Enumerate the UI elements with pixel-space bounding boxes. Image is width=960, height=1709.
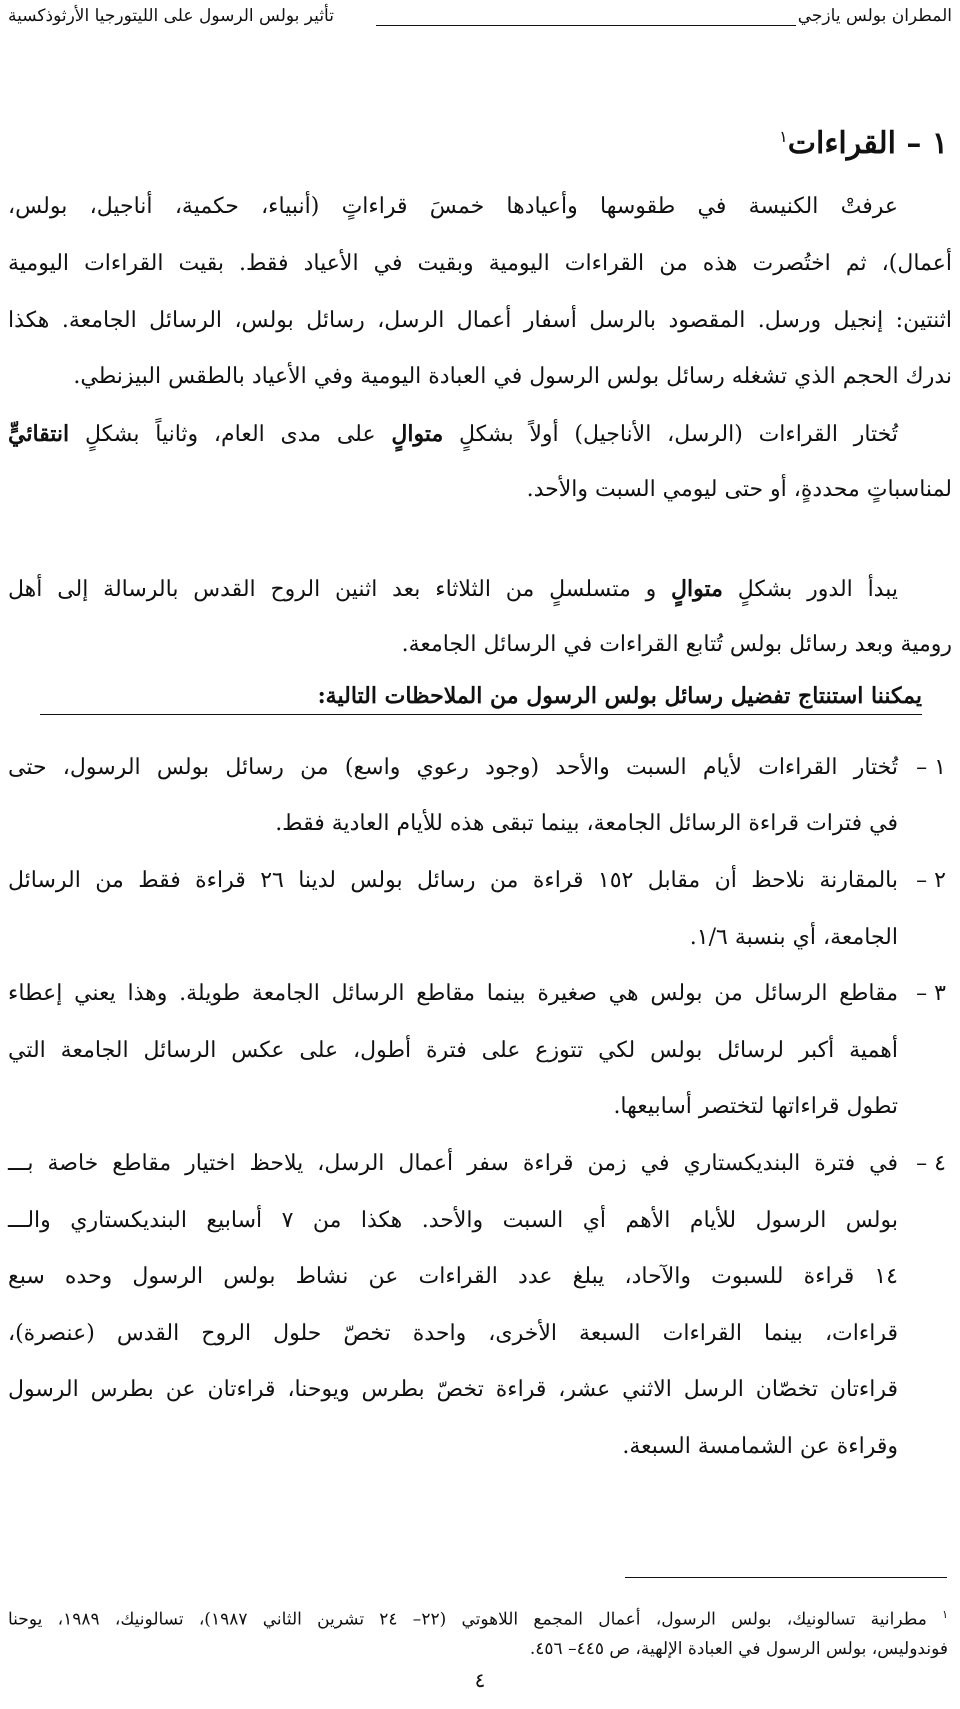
page-number: ٤ <box>474 1668 486 1692</box>
para2-line: لمناسباتٍ محددةٍ، أو حتى ليومي السبت والأحد. <box>526 477 952 502</box>
footnote-mark: ١ <box>942 1608 948 1621</box>
item-line: قراءتان تخصّان الرسل الاثني عشر، قراءة تخصّ بطرس ويوحنا، قراءتان عن بطرس الرسول <box>8 1377 898 1402</box>
item-number: ٢ – <box>916 868 946 893</box>
item-line: الجامعة، أي بنسبة ١/٦. <box>689 925 898 950</box>
para1-line: اثنتين: إنجيل ورسل. المقصود بالرسل أسفار أعمال الرسل، رسائل بولس، الرسائل الجامعة. هكذا <box>8 308 952 333</box>
header-title: تأثير بولس الرسول على الليتورجيا الأرثوذكسية <box>8 6 334 26</box>
item-number: ١ – <box>916 755 946 780</box>
header-author: المطران بولس يازجي <box>797 6 952 26</box>
item-line: وقراءة عن الشمامسة السبعة. <box>622 1434 898 1459</box>
para1-line: ندرك الحجم الذي تشغله رسائل بولس الرسول في العبادة اليومية وفي الأعياد بالطقس البيزنطي. <box>73 364 952 389</box>
footnote-rule <box>625 1577 947 1578</box>
footnote-line: $^١$ مطرانية تسالونيك، بولس الرسول، أعمال المجمع اللاهوتي (٢٢– ٢٤ تشرين الثاني ١٩٨٧)، تسالونيك، ١٩٨٩، يوحنا <box>8 1608 948 1630</box>
item-line: بالمقارنة نلاحظ أن مقابل ١٥٢ قراءة من رسائل بولس لدينا ٢٦ قراءة فقط من الرسائل <box>8 868 899 893</box>
item-line: مقاطع الرسائل من بولس هي صغيرة بينما مقاطع الرسائل الجامعة طويلة. وهذا يعني إعطاء <box>8 981 898 1006</box>
item-number: ٣ – <box>916 981 946 1006</box>
para2-line: تُختار القراءات (الرسل، الأناجيل) أولاً بشكلٍ متوالٍ على مدى العام، وثانياً بشكلٍ انتقائيٍّ <box>8 421 898 447</box>
item-line: تُختار القراءات لأيام السبت والأحد (وجود رعوي واسع) من رسائل بولس الرسول، حتى <box>8 755 898 780</box>
item-number: ٤ – <box>916 1151 946 1176</box>
footnote-ref: ١ <box>779 127 788 146</box>
para3-line: رومية وبعد رسائل بولس تُتابع القراءات في الرسائل الجامعة. <box>401 632 952 657</box>
running-header <box>8 6 952 32</box>
item-line: تطول قراءاتها لتختصر أسابيعها. <box>613 1094 898 1119</box>
para3-line: يبدأ الدور بشكلٍ متوالٍ و متسلسلٍ من الثلاثاء بعد اثنين الروح القدس بالرسالة إلى أهل <box>8 576 898 602</box>
footnote-line: فوندوليس، بولس الرسول في العبادة الإلهية، ص ٤٤٥– ٤٥٦. <box>529 1639 948 1659</box>
item-line: ١٤ قراءة للسبوت والآحاد، يبلغ عدد القراءات عن نشاط بولس الرسول وحده سبع <box>8 1264 898 1289</box>
item-line: أهمية أكبر لرسائل بولس لكي تتوزع على فترة أطول، على عكس الرسائل الجامعة التي <box>8 1038 898 1063</box>
header-rule <box>376 25 796 26</box>
para1-line: أعمال)، ثم اختُصرت هذه من القراءات اليومية وبقيت في الأعياد فقط. بقيت القراءات اليومية <box>8 251 952 276</box>
item-line: قراءات، بينما القراءات السبعة الأخرى، واحدة تخصّ حلول الروح القدس (عنصرة)، <box>8 1321 898 1346</box>
para1-line: عرفتْ الكنيسة في طقوسها وأعيادها خمسَ قراءاتٍ (أنبياء، حكمية، أناجيل، بولس، <box>8 194 898 219</box>
subheading: يمكننا استنتاج تفضيل رسائل بولس الرسول من الملاحظات التالية: <box>40 680 922 715</box>
item-line: في فترات قراءة الرسائل الجامعة، بينما تبقى هذه للأيام العادية فقط. <box>275 811 898 836</box>
section-title: ١ – القراءات$^١$ <box>779 126 948 161</box>
item-line: في فترة البنديكستاري في زمن قراءة سفر أعمال الرسل، يلاحظ اختيار مقاطع خاصة بـــ <box>8 1151 898 1176</box>
item-line: بولس الرسول للأيام الأهم أي السبت والأحد. هكذا من ٧ أسابيع البنديكستاري والـــ <box>8 1208 898 1233</box>
